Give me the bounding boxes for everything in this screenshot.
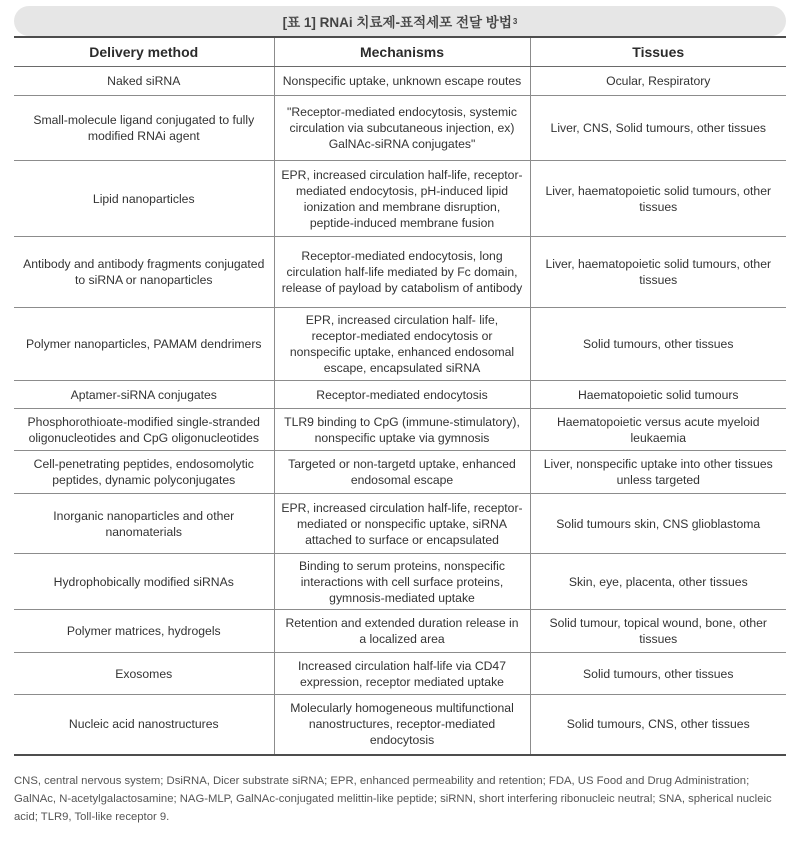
cell-delivery-method: Polymer nanoparticles, PAMAM dendrimers bbox=[14, 308, 274, 381]
cell-delivery-method: Lipid nanoparticles bbox=[14, 161, 274, 237]
cell-delivery-method: Aptamer-siRNA conjugates bbox=[14, 381, 274, 409]
table-row bbox=[14, 494, 786, 554]
cell-mechanism: Binding to serum proteins, nonspecific interactions with cell surface proteins, gymnosis-mediated uptake bbox=[274, 554, 530, 610]
table-row bbox=[14, 653, 786, 695]
cell-mechanism: EPR, increased circulation half-life, receptor-mediated endocytosis, pH-induced lipid ionization and membrane disruption, peptide-induced membrane fusion bbox=[274, 161, 530, 237]
cell-delivery-method: Polymer matrices, hydrogels bbox=[14, 610, 274, 653]
cell-mechanism: EPR, increased circulation half- life, receptor-mediated endocytosis or nonspecific uptake, enhanced endosomal escape, encapsulated siRNA bbox=[274, 308, 530, 381]
header-tissues: Tissues bbox=[530, 37, 786, 67]
cell-delivery-method: Small-molecule ligand conjugated to fully modified RNAi agent bbox=[14, 96, 274, 161]
table-caption-superscript: 3 bbox=[512, 16, 518, 26]
cell-delivery-method: Phosphorothioate-modified single-stranded oligonucleotides and CpG oligonucleotides bbox=[14, 409, 274, 451]
cell-mechanism: Retention and extended duration release in a localized area bbox=[274, 610, 530, 653]
table-caption bbox=[14, 6, 786, 36]
table-caption-text: [표 1] RNAi 치료제-표적세포 전달 방법 bbox=[282, 15, 512, 30]
cell-tissues: Ocular, Respiratory bbox=[530, 67, 786, 96]
table-footnote: CNS, central nervous system; DsiRNA, Dicer substrate siRNA; EPR, enhanced permeability and retention; FDA, US Food and Drug Administration; GalNAc, N-acetylgalactosamine; NAG-MLP, GalNAc-conjugated melittin-like peptide; siRNN, short interfering ribonucleic neutral; SNA, spherical nucleic acid; TLR9, Toll-like receptor 9. bbox=[14, 775, 772, 823]
table-row bbox=[14, 695, 786, 755]
table-row bbox=[14, 67, 786, 96]
delivery-methods-table bbox=[14, 36, 786, 756]
cell-tissues: Solid tumours, other tissues bbox=[530, 653, 786, 695]
cell-mechanism: Receptor-mediated endocytosis bbox=[274, 381, 530, 409]
table-row bbox=[14, 161, 786, 237]
cell-mechanism: EPR, increased circulation half-life, receptor-mediated or nonspecific uptake, siRNA attached to surface or encapsulated bbox=[274, 494, 530, 554]
cell-tissues: Liver, haematopoietic solid tumours, other tissues bbox=[530, 237, 786, 308]
cell-delivery-method: Nucleic acid nanostructures bbox=[14, 695, 274, 755]
cell-tissues: Solid tumours skin, CNS glioblastoma bbox=[530, 494, 786, 554]
table-row bbox=[14, 610, 786, 653]
header-mechanisms: Mechanisms bbox=[274, 37, 530, 67]
cell-mechanism: Molecularly homogeneous multifunctional nanostructures, receptor-mediated endocytosis bbox=[274, 695, 530, 755]
table-row bbox=[14, 237, 786, 308]
cell-tissues: Haematopoietic solid tumours bbox=[530, 381, 786, 409]
cell-tissues: Liver, nonspecific uptake into other tissues unless targeted bbox=[530, 451, 786, 494]
cell-mechanism: Nonspecific uptake, unknown escape routes bbox=[274, 67, 530, 96]
table-row bbox=[14, 381, 786, 409]
cell-mechanism: Receptor-mediated endocytosis, long circulation half-life mediated by Fc domain, release of payload by catabolism of antibody bbox=[274, 237, 530, 308]
cell-mechanism: TLR9 binding to CpG (immune-stimulatory), nonspecific uptake via gymnosis bbox=[274, 409, 530, 451]
cell-tissues: Solid tumours, other tissues bbox=[530, 308, 786, 381]
cell-delivery-method: Exosomes bbox=[14, 653, 274, 695]
table-row bbox=[14, 451, 786, 494]
cell-mechanism: "Receptor-mediated endocytosis, systemic circulation via subcutaneous injection, ex) GalNAc-siRNA conjugates" bbox=[274, 96, 530, 161]
table-header-row bbox=[14, 37, 786, 67]
header-delivery-method: Delivery method bbox=[14, 37, 274, 67]
cell-tissues: Haematopoietic versus acute myeloid leukaemia bbox=[530, 409, 786, 451]
cell-tissues: Solid tumour, topical wound, bone, other tissues bbox=[530, 610, 786, 653]
table-row bbox=[14, 409, 786, 451]
table-row bbox=[14, 308, 786, 381]
cell-delivery-method: Antibody and antibody fragments conjugated to siRNA or nanoparticles bbox=[14, 237, 274, 308]
table-row bbox=[14, 554, 786, 610]
cell-delivery-method: Inorganic nanoparticles and other nanomaterials bbox=[14, 494, 274, 554]
cell-mechanism: Increased circulation half-life via CD47 expression, receptor mediated uptake bbox=[274, 653, 530, 695]
cell-tissues: Skin, eye, placenta, other tissues bbox=[530, 554, 786, 610]
cell-tissues: Liver, haematopoietic solid tumours, other tissues bbox=[530, 161, 786, 237]
cell-delivery-method: Hydrophobically modified siRNAs bbox=[14, 554, 274, 610]
table-row bbox=[14, 96, 786, 161]
cell-tissues: Solid tumours, CNS, other tissues bbox=[530, 695, 786, 755]
cell-delivery-method: Naked siRNA bbox=[14, 67, 274, 96]
cell-tissues: Liver, CNS, Solid tumours, other tissues bbox=[530, 96, 786, 161]
cell-delivery-method: Cell-penetrating peptides, endosomolytic peptides, dynamic polyconjugates bbox=[14, 451, 274, 494]
cell-mechanism: Targeted or non-targetd uptake, enhanced endosomal escape bbox=[274, 451, 530, 494]
